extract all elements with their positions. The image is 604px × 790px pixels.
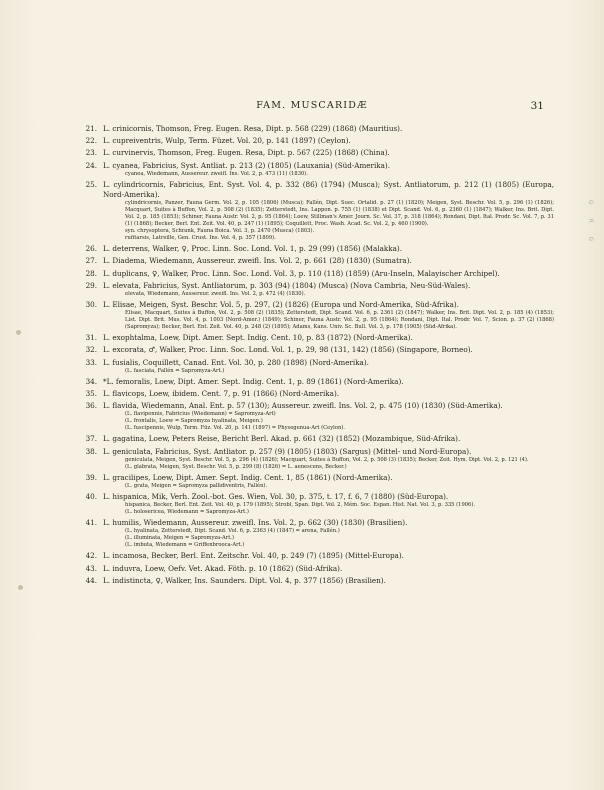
reference-line: (L. frontalis, Loew = Sapromyza hyalinata, Meigen.)	[125, 418, 263, 425]
entry-number: 38.	[85, 446, 97, 456]
reference-line: rufitarsis, Latreille, Gen. Crust. Ins. Vol. 4, p. 357 (1809).	[125, 235, 276, 242]
entry-citation: L. cupreiventris, Wulp, Term. Füzet. Vol. 20, p. 141 (1897) (Ceylon).	[103, 136, 351, 146]
entry-number: 44.	[85, 575, 97, 585]
species-list	[82, 124, 554, 588]
reference-line: elevata, Wiedemann, Aussereur. zweifl. Ins. Vol. 2, p. 472 (4) (1830).	[125, 291, 306, 298]
entry-number: 28.	[85, 268, 97, 278]
species-entry	[82, 377, 554, 387]
reference-line: (L. flavipennis, Fabricius (Wiedemann) = Sapromyza-Art)	[125, 411, 276, 418]
species-entry	[82, 447, 554, 471]
entry-number: 40.	[85, 492, 97, 502]
species-entry	[82, 564, 554, 574]
entry-number: 36.	[85, 401, 97, 411]
species-entry	[82, 180, 554, 242]
entry-citation: L. duplicans, ♀, Walker, Proc. Linn. Soc. Lond. Vol. 3, p. 110 (118) (1859) (Aru-Inseln, Malayischer Archipel).	[103, 268, 500, 278]
entry-citation: L. humilis, Wiedemann, Aussereur. zweifl. Ins. Vol. 2, p. 662 (30) (1830) (Brasilien).	[103, 518, 408, 528]
paper-spot	[16, 330, 21, 335]
entry-number: 25.	[85, 179, 97, 189]
entry-number: 39.	[85, 472, 97, 482]
entry-number: 22.	[85, 136, 97, 146]
species-entry	[82, 401, 554, 432]
species-entry	[82, 389, 554, 399]
entry-number: 35.	[85, 389, 97, 399]
species-entry	[82, 136, 554, 146]
entry-citation: L. deterrens, Walker, ♀, Proc. Linn. Soc. Lond. Vol. 1, p. 29 (99) (1856) (Malakka).	[103, 244, 402, 254]
reference-line: (L. fasciata, Fallén = Sapromyza-Art.)	[125, 367, 225, 374]
species-entry	[82, 473, 554, 490]
entry-citation: L. exophtalma, Loew, Dipt. Amer. Sept. Indig. Cent. 10, p. 83 (1872) (Nord-Amerika).	[103, 333, 413, 343]
species-entry	[82, 551, 554, 561]
reference-line: (L. hyalinata, Zetterstedt, Dipt. Scand. Vol. 6, p. 2363 (4) (1847) = arena, Fallén.)	[125, 528, 340, 535]
reference-line: cylindricornis, Panzer, Fauna Germ. Vol. 2, p. 105 (1806) (Musca); Fallén, Dipt. Suec. Ortalid. p. 27 (1) (1820); Meigen, Syst. Beschr. Vol. 5, p. 296 (1) (1826); Macquart, Suites à Buffon, Vol. 2, p. 508 (2) (1835); Zetterstedt, Ins. Lappon. p. 755 (1) (1838) et Dipt. Scand. Vol. 6, p. 2360 (1) (1847); Walker, Ins. Brit. Dipt. Vol. 2, p. 185 (1853); Schiner, Fauna Austr. Vol. 2, p. 95 (1864); Loew, Stillman's Amer. Journ. Sc. Vol. 37, p. 318 (1864); Rondani, Dipt. Ital. Prodr. Sc. Vol. 7, p. 31 (1) (1868); Becker, Berl. Ent. Zeit. Vol. 40, p. 247 (1) (1895); Coquillett, Proc. Wash. Acad. Sc. Vol. 2, p. 460 (1900).	[125, 200, 554, 228]
reference-line: syn. chrysoptera, Schrank, Fauna Boica. Vol. 3, p. 2470 (Musca) (1803).	[125, 228, 315, 235]
entry-notes	[103, 368, 554, 375]
entry-citation: L. incamosa, Becker, Berl. Ent. Zeitschr. Vol. 40, p. 249 (7) (1895) (Mittel-Europa).	[103, 551, 404, 561]
species-entry	[82, 281, 554, 298]
species-entry	[82, 333, 554, 343]
reference-line: (L. glabrata, Meigen, Syst. Beschr. Vol. 5, p. 299 (8) (1826) = L. aenescens, Becker.)	[125, 463, 347, 470]
entry-citation: L. cyanea, Fabricius, Syst. Antliat. p. 213 (2) (1805) (Lauxania) (Süd-Amerika).	[103, 160, 391, 170]
entry-citation: L. elevata, Fabricius, Syst. Antliatorum, p. 303 (94) (1804) (Musca) (Nova Cambria, Neu-Süd-Wales).	[103, 280, 471, 290]
paper-spot	[18, 585, 23, 590]
running-head: FAM. MUSCARIDÆ	[256, 100, 368, 111]
entry-notes	[103, 171, 554, 178]
entry-citation: L. fusialis, Coquillett, Canad. Ent. Vol. 30, p. 280 (1898) (Nord-Amerika).	[103, 357, 369, 367]
entry-citation: L. excorata, ♂, Walker, Proc. Linn. Soc. Lond. Vol. 1, p. 29, 98 (131, 142) (1856) (Singapore, Borneo).	[103, 345, 473, 355]
reference-line: (L. illuminata, Meigen = Sapromyza-Art.)	[125, 535, 234, 542]
species-entry	[82, 345, 554, 355]
entry-number: 26.	[85, 244, 97, 254]
entry-notes	[103, 502, 554, 516]
reference-line: (L. fuscipennis, Wulp, Term. Füz. Vol. 20, p. 141 (1897) = Physegenua-Art (Ceylon).	[125, 425, 345, 432]
entry-citation: L. geniculata, Fabricius, Syst. Antliator. p. 257 (9) (1805) (1803) (Sargus) (Mittel- und Nord-Europa).	[103, 446, 472, 456]
species-entry	[82, 124, 554, 134]
page-header	[80, 100, 544, 114]
entry-number: 42.	[85, 551, 97, 561]
species-entry	[82, 244, 554, 254]
entry-citation: L. gagatina, Loew, Peters Reise, Bericht Berl. Akad. p. 661 (32) (1852) (Mozambique, Süd-Afrika).	[103, 434, 461, 444]
entry-number: 27.	[85, 256, 97, 266]
entry-number: 43.	[85, 563, 97, 573]
reference-line: (L. grata, Meigen = Sapromyza pallidiventris, Fallén).	[125, 483, 268, 490]
entry-notes	[103, 200, 554, 242]
reference-line: geniculata, Meigen, Syst. Beschr. Vol. 5, p. 296 (4) (1826); Macquart, Suites à Buffon, Vol. 2, p. 508 (3) (1835); Becker, Zeit. Hym. Dipt. Vol. 2, p. 121 (4).	[125, 456, 529, 463]
entry-citation: L. hispanica, Mik, Verh. Zool.-bot. Ges. Wien, Vol. 30, p. 375, t. 17, f. 6, 7 (1880) (Süd-Europa).	[103, 492, 449, 502]
species-entry	[82, 518, 554, 549]
entry-citation: L. flavida, Wiedemann, Anal. Ent. p. 57 (130); Aussereur. zweifl. Ins. Vol. 2, p. 475 (10) (1830) (Süd-Amerika).	[103, 401, 503, 411]
reference-line: hispanica, Becker, Berl. Ent. Zeit. Vol. 40, p. 179 (1895); Strobl, Span. Dipt. Vol. 2, Mém. Soc. Espan. Hist. Nat. Vol. 3, p. 335 (1906).	[125, 502, 476, 509]
entry-notes	[103, 411, 554, 432]
reference-line: Elisae, Macquart, Suites à Buffon, Vol. 2, p. 508 (2) (1835); Zetterstedt, Dipt. Scand. Vol. 6, p. 2361 (2) (1847); Walker, Ins. Brit. Dipt. Vol. 2, p. 185 (4) (1853); List. Dipt. Brit. Mus. Vol. 4, p. 1003 (Nord-Amer.) (1849); Schiner, Fauna Austr. Vol. 2, p. 95 (1864); Rondani, Dipt. Ital. Prodr. Vol. 7, Scion. p. 37 (2) (1868) (Sapromyza); Becker, Berl. Ent. Zeit. Vol. 40, p. 248 (2) (1895); Adams, Kans. Univ. Sc. Bull. Vol. 3, p. 178 (1905) (Süd-Afrika).	[125, 310, 554, 331]
entry-notes	[103, 457, 554, 471]
entry-number: 29.	[85, 280, 97, 290]
entry-citation: L. indistincta, ♀, Walker, Ins. Saunders. Dipt. Vol. 4, p. 377 (1856) (Brasilien).	[103, 575, 386, 585]
reference-line: cyanea, Wiedemann, Aussereur. zweifl. Ins. Vol. 2, p. 473 (11) (1830).	[125, 170, 308, 177]
species-entry	[82, 492, 554, 516]
entry-citation: L. crinicornis, Thomson, Freg. Eugen. Resa, Dipt. p. 568 (229) (1868) (Mauritius).	[103, 124, 403, 133]
entry-number: 37.	[85, 434, 97, 444]
edge-marks: G R G	[587, 200, 594, 248]
entry-number: 33.	[85, 357, 97, 367]
species-entry	[82, 256, 554, 266]
species-entry	[82, 434, 554, 444]
entry-number: 41.	[85, 518, 97, 528]
entry-number: 31.	[85, 333, 97, 343]
entry-number: 30.	[85, 300, 97, 310]
entry-citation: L. flavicops, Loew, ibidem. Cent. 7, p. 91 (1866) (Nord-Amerika).	[103, 389, 340, 399]
entry-number: 34.	[85, 376, 97, 386]
entry-citation: L. Elisae, Meigen, Syst. Beschr. Vol. 5, p. 297, (2) (1826) (Europa und Nord-Amerika, Süd-Afrika).	[103, 300, 459, 310]
entry-number: 21.	[85, 124, 97, 133]
species-entry	[82, 300, 554, 331]
entry-citation: L. cylindricornis, Fabricius, Ent. Syst. Vol. 4, p. 332 (86) (1794) (Musca); Syst. Antliatorum, p. 212 (1) (1805) (Europa, Nord-Amerika).	[103, 179, 554, 200]
entry-notes	[103, 310, 554, 331]
reference-line: (L. imbuta, Wiedemann = Griffenbrooca-Art.)	[125, 542, 245, 549]
entry-citation: L. curvinervis, Thomson, Freg. Eugen. Resa, Dipt. p. 567 (225) (1868) (China).	[103, 148, 390, 158]
species-entry	[82, 358, 554, 375]
entry-number: 32.	[85, 345, 97, 355]
entry-notes	[103, 528, 554, 549]
entry-citation: L. induvra, Loew, Oefv. Vet. Akad. Föth. p. 10 (1862) (Süd-Afrika).	[103, 563, 343, 573]
entry-citation: L. Diadema, Wiedemann, Aussereur. zweifl. Ins. Vol. 2, p. 661 (28) (1830) (Sumatra).	[103, 256, 412, 266]
entry-citation: *L. femoralis, Loew, Dipt. Amer. Sept. Indig. Cent. 1, p. 89 (1861) (Nord-Amerika).	[103, 376, 404, 386]
page-number: 31	[530, 100, 544, 112]
entry-citation: L. gracilipes, Loew, Dipt. Amer. Sept. Indig. Cent. 1, 85 (1861) (Nord-Amerika).	[103, 472, 393, 482]
species-entry	[82, 148, 554, 158]
species-entry	[82, 269, 554, 279]
species-entry	[82, 576, 554, 586]
species-entry	[82, 161, 554, 178]
entry-notes	[103, 483, 554, 490]
entry-notes	[103, 291, 554, 298]
entry-number: 23.	[85, 148, 97, 158]
entry-number: 24.	[85, 160, 97, 170]
reference-line: (L. holosericea, Wiedemann = Sapromyza-Art.)	[125, 509, 249, 516]
